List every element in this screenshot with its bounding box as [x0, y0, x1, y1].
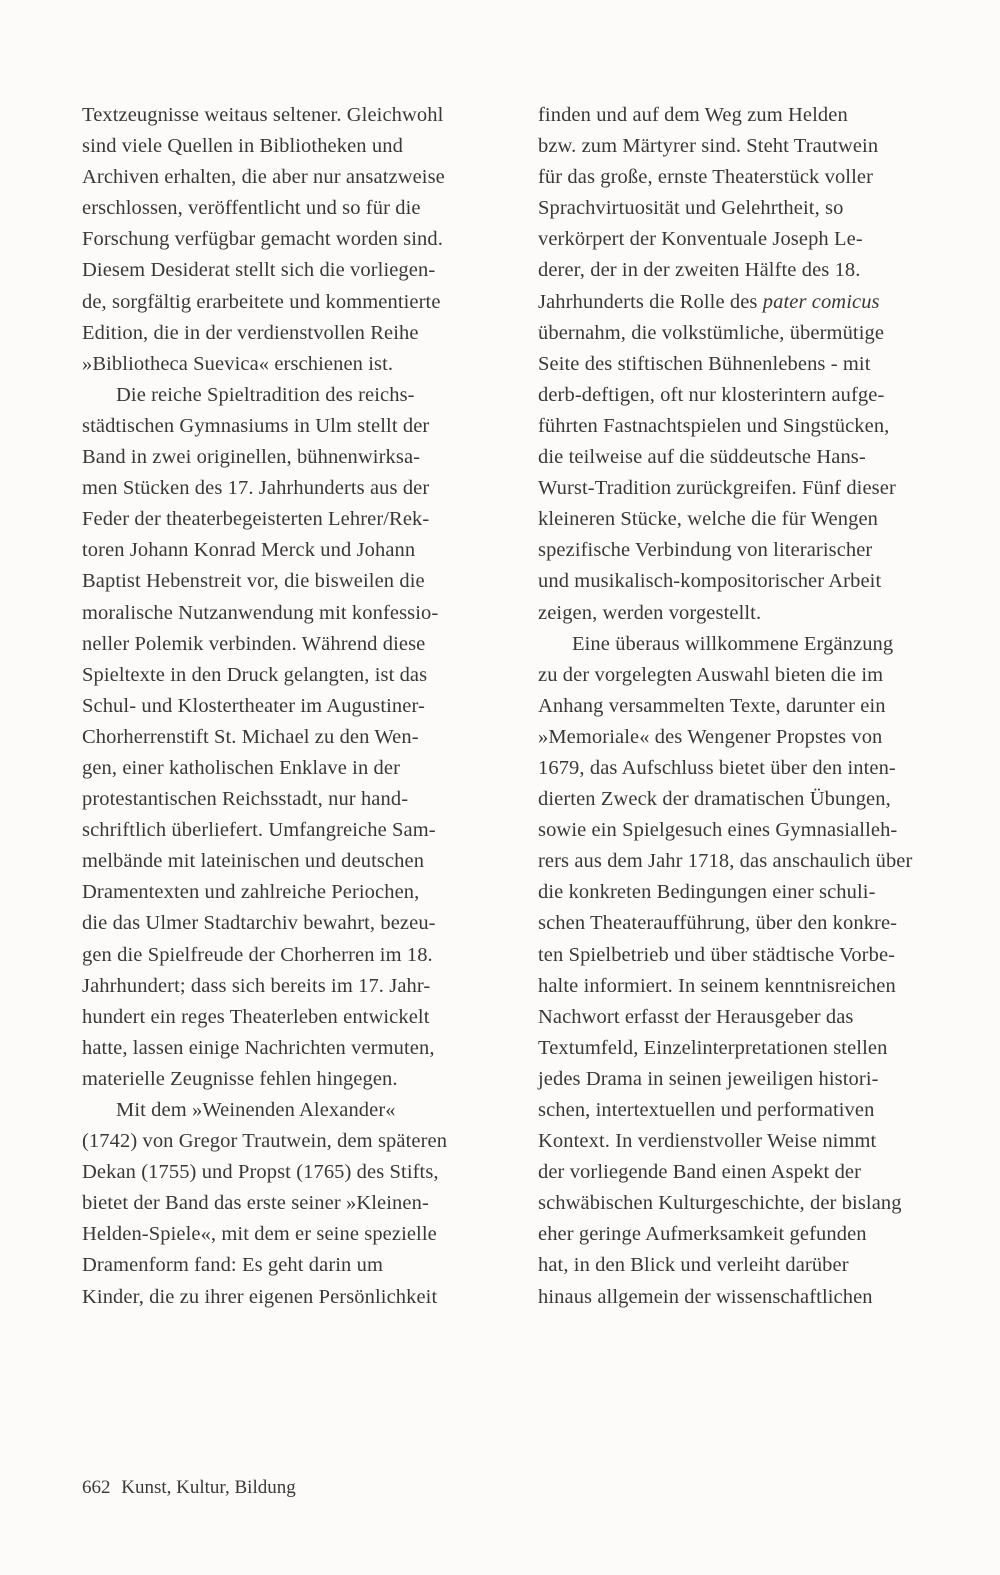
text-line: eher geringe Aufmerksamkeit gefunden [538, 1223, 867, 1246]
text-line: »Bibliotheca Suevica« erschienen ist. [82, 352, 394, 375]
text-line: finden und auf dem Weg zum Helden [538, 104, 848, 126]
text-line: Kontext. In verdienstvoller Weise nimmt [538, 1130, 877, 1153]
text-line: hat, in den Blick und verleiht darüber [538, 1254, 849, 1277]
text-line: Chorherrenstift St. Michael zu den Wen- [82, 725, 419, 748]
left-text-column [82, 100, 512, 1313]
text-line: spezifische Verbindung von literarischer [538, 539, 873, 562]
text-line: de, sorgfältig erarbeitete und kommentierte [82, 290, 441, 313]
text-line: protestantischen Reichsstadt, nur hand- [82, 788, 409, 811]
text-line: ten Spielbetrieb und über städtische Vorbe- [538, 943, 896, 966]
text-line: Spieltexte in den Druck gelangten, ist das [82, 663, 428, 686]
text-line: halte informiert. In seinem kenntnisreichen [538, 974, 896, 997]
text-line: materielle Zeugnisse fehlen hingegen. [82, 1067, 398, 1090]
paragraph-start-line: Mit dem »Weinenden Alexander« [116, 1099, 396, 1121]
text-line: übernahm, die volkstümliche, übermütige [538, 321, 885, 344]
text-line: für das große, ernste Theaterstück voller [538, 166, 874, 189]
text-line: bzw. zum Märtyrer sind. Steht Trautwein [538, 135, 879, 158]
text-line: die das Ulmer Stadtarchiv bewahrt, bezeu- [82, 912, 436, 935]
text-line: Textzeugnisse weitaus seltener. Gleichwohl [82, 104, 444, 126]
text-line: führten Fastnachtspielen und Singstücken, [538, 414, 890, 437]
text-line: Dramentexten und zahlreiche Periochen, [82, 881, 420, 904]
page-number: 662 [82, 1477, 111, 1498]
text-line: städtischen Gymnasiums in Ulm stellt der [82, 414, 430, 437]
text-line: moralische Nutzanwendung mit konfessio- [82, 601, 439, 624]
text-line: toren Johann Konrad Merck und Johann [82, 539, 416, 562]
text-line: schriftlich überliefert. Umfangreiche Sam- [82, 819, 436, 842]
text-line: neller Polemik verbinden. Während diese [82, 632, 426, 655]
text-line: sowie ein Spielgesuch eines Gymnasiallеh- [538, 819, 898, 842]
text-line: Dekan (1755) und Propst (1765) des Stifts, [82, 1161, 439, 1184]
text-line: schen, intertextuellen und performativen [538, 1099, 875, 1121]
text-line: Helden-Spiele«, mit dem er seine spezielle [82, 1223, 437, 1246]
paragraph-start-line: Die reiche Spieltradition des reichs- [116, 383, 415, 406]
text-line: Nachwort erfasst der Herausgeber das [538, 1005, 854, 1028]
text-line: 1679, das Aufschluss bietet über den inten- [538, 756, 896, 779]
text-segment: Jahrhunderts die Rolle des [538, 290, 763, 313]
text-line: die konkreten Bedingungen einer schuli- [538, 881, 876, 904]
text-line: Baptist Hebenstreit vor, die bisweilen die [82, 570, 425, 593]
text-line: (1742) von Gregor Trautwein, dem späteren [82, 1130, 448, 1153]
text-line: hundert ein reges Theaterleben entwickelt [82, 1005, 430, 1028]
text-line: die teilweise auf die süddeutsche Hans- [538, 446, 866, 469]
text-line: men Stücken des 17. Jahrhunderts aus der [82, 477, 430, 500]
text-line-with-italic [538, 287, 958, 318]
text-line: Archiven erhalten, die aber nur ansatzweise [82, 166, 445, 189]
text-line: schen Theateraufführung, über den konkre- [538, 912, 898, 935]
text-line: melbände mit lateinischen und deutschen [82, 850, 425, 873]
text-line: Anhang versammelten Texte, darunter ein [538, 694, 886, 717]
text-line: Diesem Desiderat stellt sich die vorliegen- [82, 259, 436, 282]
text-line: zeigen, werden vorgestellt. [538, 601, 762, 624]
paragraph-start-line: Eine überaus willkommene Ergänzung [572, 632, 894, 655]
text-line: Dramenform fand: Es geht darin um [82, 1254, 384, 1277]
text-line: erschlossen, veröffentlicht und so für die [82, 197, 421, 220]
text-line: »Memoriale« des Wengener Propstes von [538, 725, 883, 748]
text-line: derer, der in der zweiten Hälfte des 18. [538, 259, 861, 282]
text-line: Feder der theaterbegeisterten Lehrer/Rek- [82, 508, 430, 531]
text-line: und musikalisch-kompositorischer Arbeit [538, 570, 882, 593]
text-line: Edition, die in der verdienstvollen Reihe [82, 321, 419, 344]
text-line: Jahrhundert; dass sich bereits im 17. Jahr- [82, 974, 431, 997]
text-line: sind viele Quellen in Bibliotheken und [82, 135, 403, 158]
text-line: Textumfeld, Einzelinterpretationen stellen [538, 1036, 888, 1059]
text-line: hinaus allgemein der wissenschaftlichen [538, 1285, 873, 1308]
text-line: Forschung verfügbar gemacht worden sind. [82, 228, 443, 251]
text-line: verkörpert der Konventuale Joseph Le- [538, 228, 863, 251]
text-line: Schul- und Klostertheater im Augustiner- [82, 694, 425, 717]
text-line: Wurst-Tradition zurückgreifen. Fünf dieser [538, 477, 896, 500]
text-line: gen, einer katholischen Enklave in der [82, 756, 401, 779]
text-line: rers aus dem Jahr 1718, das anschaulich über [538, 850, 913, 873]
text-line: hatte, lassen einige Nachrichten vermuten, [82, 1036, 435, 1059]
text-line: Band in zwei originellen, bühnenwirksa- [82, 446, 421, 469]
text-line: bietet der Band das erste seiner »Kleinen- [82, 1192, 429, 1215]
text-line: Kinder, die zu ihrer eigenen Persönlichkeit [82, 1285, 438, 1308]
italic-term: pater comicus [762, 290, 880, 313]
page-footer [82, 1474, 296, 1502]
text-line: derb-deftigen, oft nur klosterintern aufge- [538, 383, 885, 406]
section-title: Kunst, Kultur, Bildung [121, 1477, 296, 1498]
right-text-column [538, 100, 958, 1313]
text-line: Seite des stiftischen Bühnenlebens - mit [538, 352, 871, 375]
text-line: zu der vorgelegten Auswahl bieten die im [538, 663, 884, 686]
text-line: schwäbischen Kulturgeschichte, der bislang [538, 1192, 902, 1215]
text-line: Sprachvirtuosität und Gelehrtheit, so [538, 197, 844, 220]
text-line: jedes Drama in seinen jeweiligen histori- [538, 1067, 879, 1090]
text-line: gen die Spielfreude der Chorherren im 18. [82, 943, 433, 966]
text-line: der vorliegende Band einen Aspekt der [538, 1161, 862, 1184]
text-line: kleineren Stücke, welche die für Wengen [538, 508, 878, 531]
text-line: dierten Zweck der dramatischen Übungen, [538, 788, 891, 811]
